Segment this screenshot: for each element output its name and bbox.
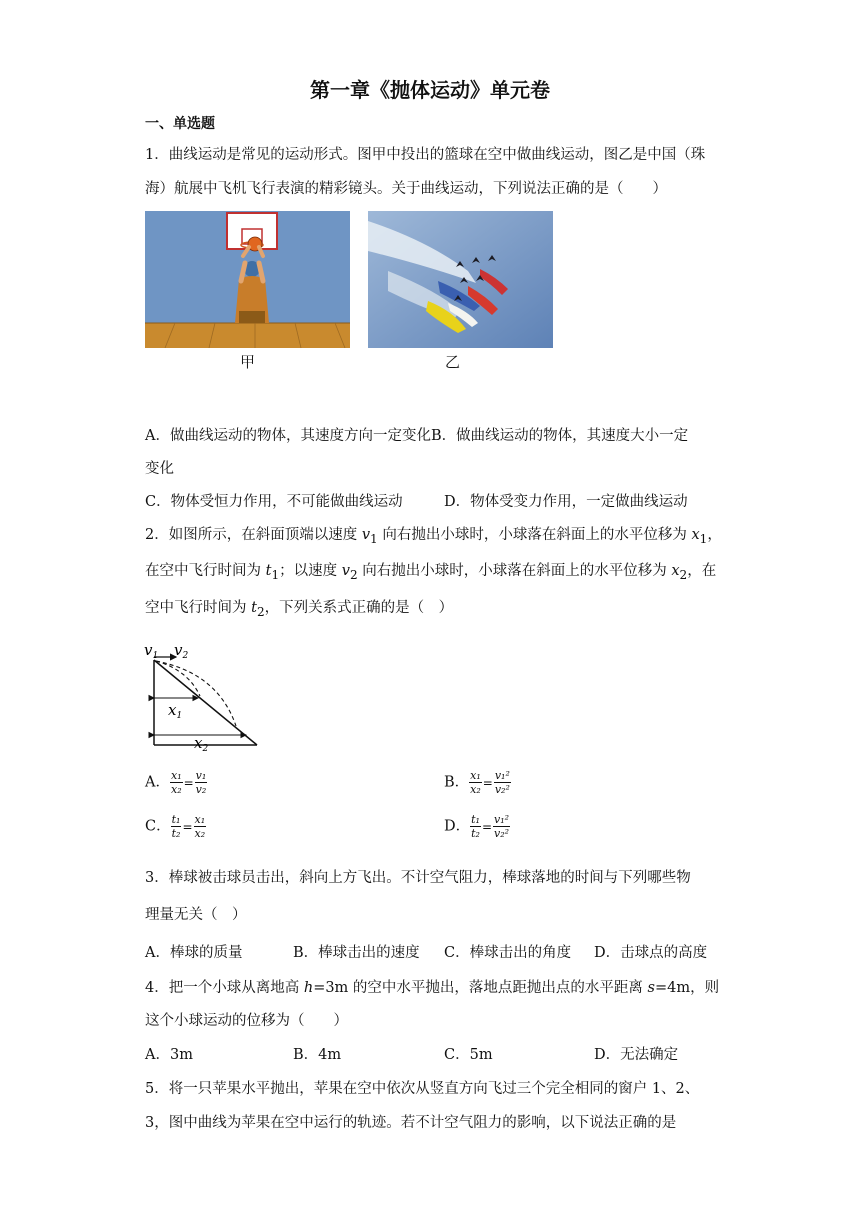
q1-option-c: C．物体受恒力作用，不可能做曲线运动: [145, 494, 403, 510]
q2-option-a: A． $\frac{\text{x₁}}{\text{x₂}}$ = $\frac{\text{v₁}}{\text{v₂}}$: [145, 769, 207, 796]
section-heading: 一、单选题: [145, 116, 215, 132]
page-title: 第一章《抛体运动》单元卷: [310, 78, 550, 102]
q3-option-b: B．棒球击出的速度: [293, 945, 420, 961]
q3-option-d: D．击球点的高度: [594, 945, 708, 961]
q3-option-a: A．棒球的质量: [145, 945, 243, 961]
figure-caption-jia: 甲: [240, 353, 256, 371]
q5-stem-line1: 5．将一只苹果水平抛出，苹果在空中依次从竖直方向飞过三个完全相同的窗户 1、2、: [145, 1081, 700, 1097]
q2-stem-line1: 2．如图所示，在斜面顶端以速度 $v_1$ 向右抛出小球时，小球落在斜面上的水平位移为 $x_1$，: [145, 527, 722, 546]
q3-option-c: C．棒球击出的角度: [444, 945, 572, 961]
q3-stem-line1: 3．棒球被击球员击出，斜向上方飞出。不计空气阻力，棒球落地的时间与下列哪些物: [145, 870, 691, 886]
q3-stem-line2: 理量无关（ ）: [145, 907, 247, 923]
q4-option-c: C．5m: [444, 1047, 493, 1063]
q4-stem-line2: 这个小球运动的位移为（ ）: [145, 1013, 348, 1029]
q4-option-d: D．无法确定: [594, 1047, 679, 1063]
airshow-image: [368, 211, 553, 348]
figure-caption-yi: 乙: [445, 353, 461, 371]
svg-text:x1: $x_1$: [168, 701, 183, 721]
svg-text:v1: $v_1$: [144, 641, 159, 661]
q1-stem-line1: 1．曲线运动是常见的运动形式。图甲中投出的篮球在空中做曲线运动，图乙是中国（珠: [145, 147, 706, 163]
q1-option-d: D．物体受变力作用，一定做曲线运动: [444, 494, 688, 510]
q5-stem-line2: 3，图中曲线为苹果在空中运行的轨迹。若不计空气阻力的影响，以下说法正确的是: [145, 1115, 677, 1131]
q2-stem-line2: 在空中飞行时间为 $t_1$；以速度 $v_2$ 向右抛出小球时，小球落在斜面上的水平位移为 $x_2$，在: [145, 563, 717, 582]
basketball-image: [145, 211, 350, 348]
q1-stem-line2: 海）航展中飞机飞行表演的精彩镜头。关于曲线运动，下列说法正确的是（ ）: [145, 181, 667, 197]
svg-text:x2: $x_2$: [194, 734, 209, 753]
q2-stem-line3: 空中飞行时间为 $t_2$，下列关系式正确的是（ ）: [145, 600, 454, 619]
incline-diagram: [140, 638, 265, 753]
q1-option-b-cont: 变化: [145, 461, 174, 477]
q4-option-b: B．4m: [293, 1047, 342, 1063]
q2-option-b: B． $\frac{\text{x₁}}{\text{x₂}}$ = $\frac{\text{v₁²}}{\text{v₂²}}$: [444, 769, 510, 796]
q4-option-a: A．3m: [145, 1047, 193, 1063]
q2-option-d: D． $\frac{\text{t₁}}{\text{t₂}}$ = $\frac{\text{v₁²}}{\text{v₂²}}$: [444, 813, 510, 840]
q2-option-c: C． $\frac{\text{t₁}}{\text{t₂}}$ = $\frac{\text{x₁}}{\text{x₂}}$: [145, 813, 206, 840]
q1-option-a-b: A．做曲线运动的物体，其速度方向一定变化B．做曲线运动的物体，其速度大小一定: [145, 428, 689, 444]
svg-text:v2: $v_2$: [174, 641, 189, 661]
q4-stem-line1: 4．把一个小球从离地高 h=3m 的空中水平抛出，落地点距抛出点的水平距离 s=4m，则: [145, 980, 720, 996]
